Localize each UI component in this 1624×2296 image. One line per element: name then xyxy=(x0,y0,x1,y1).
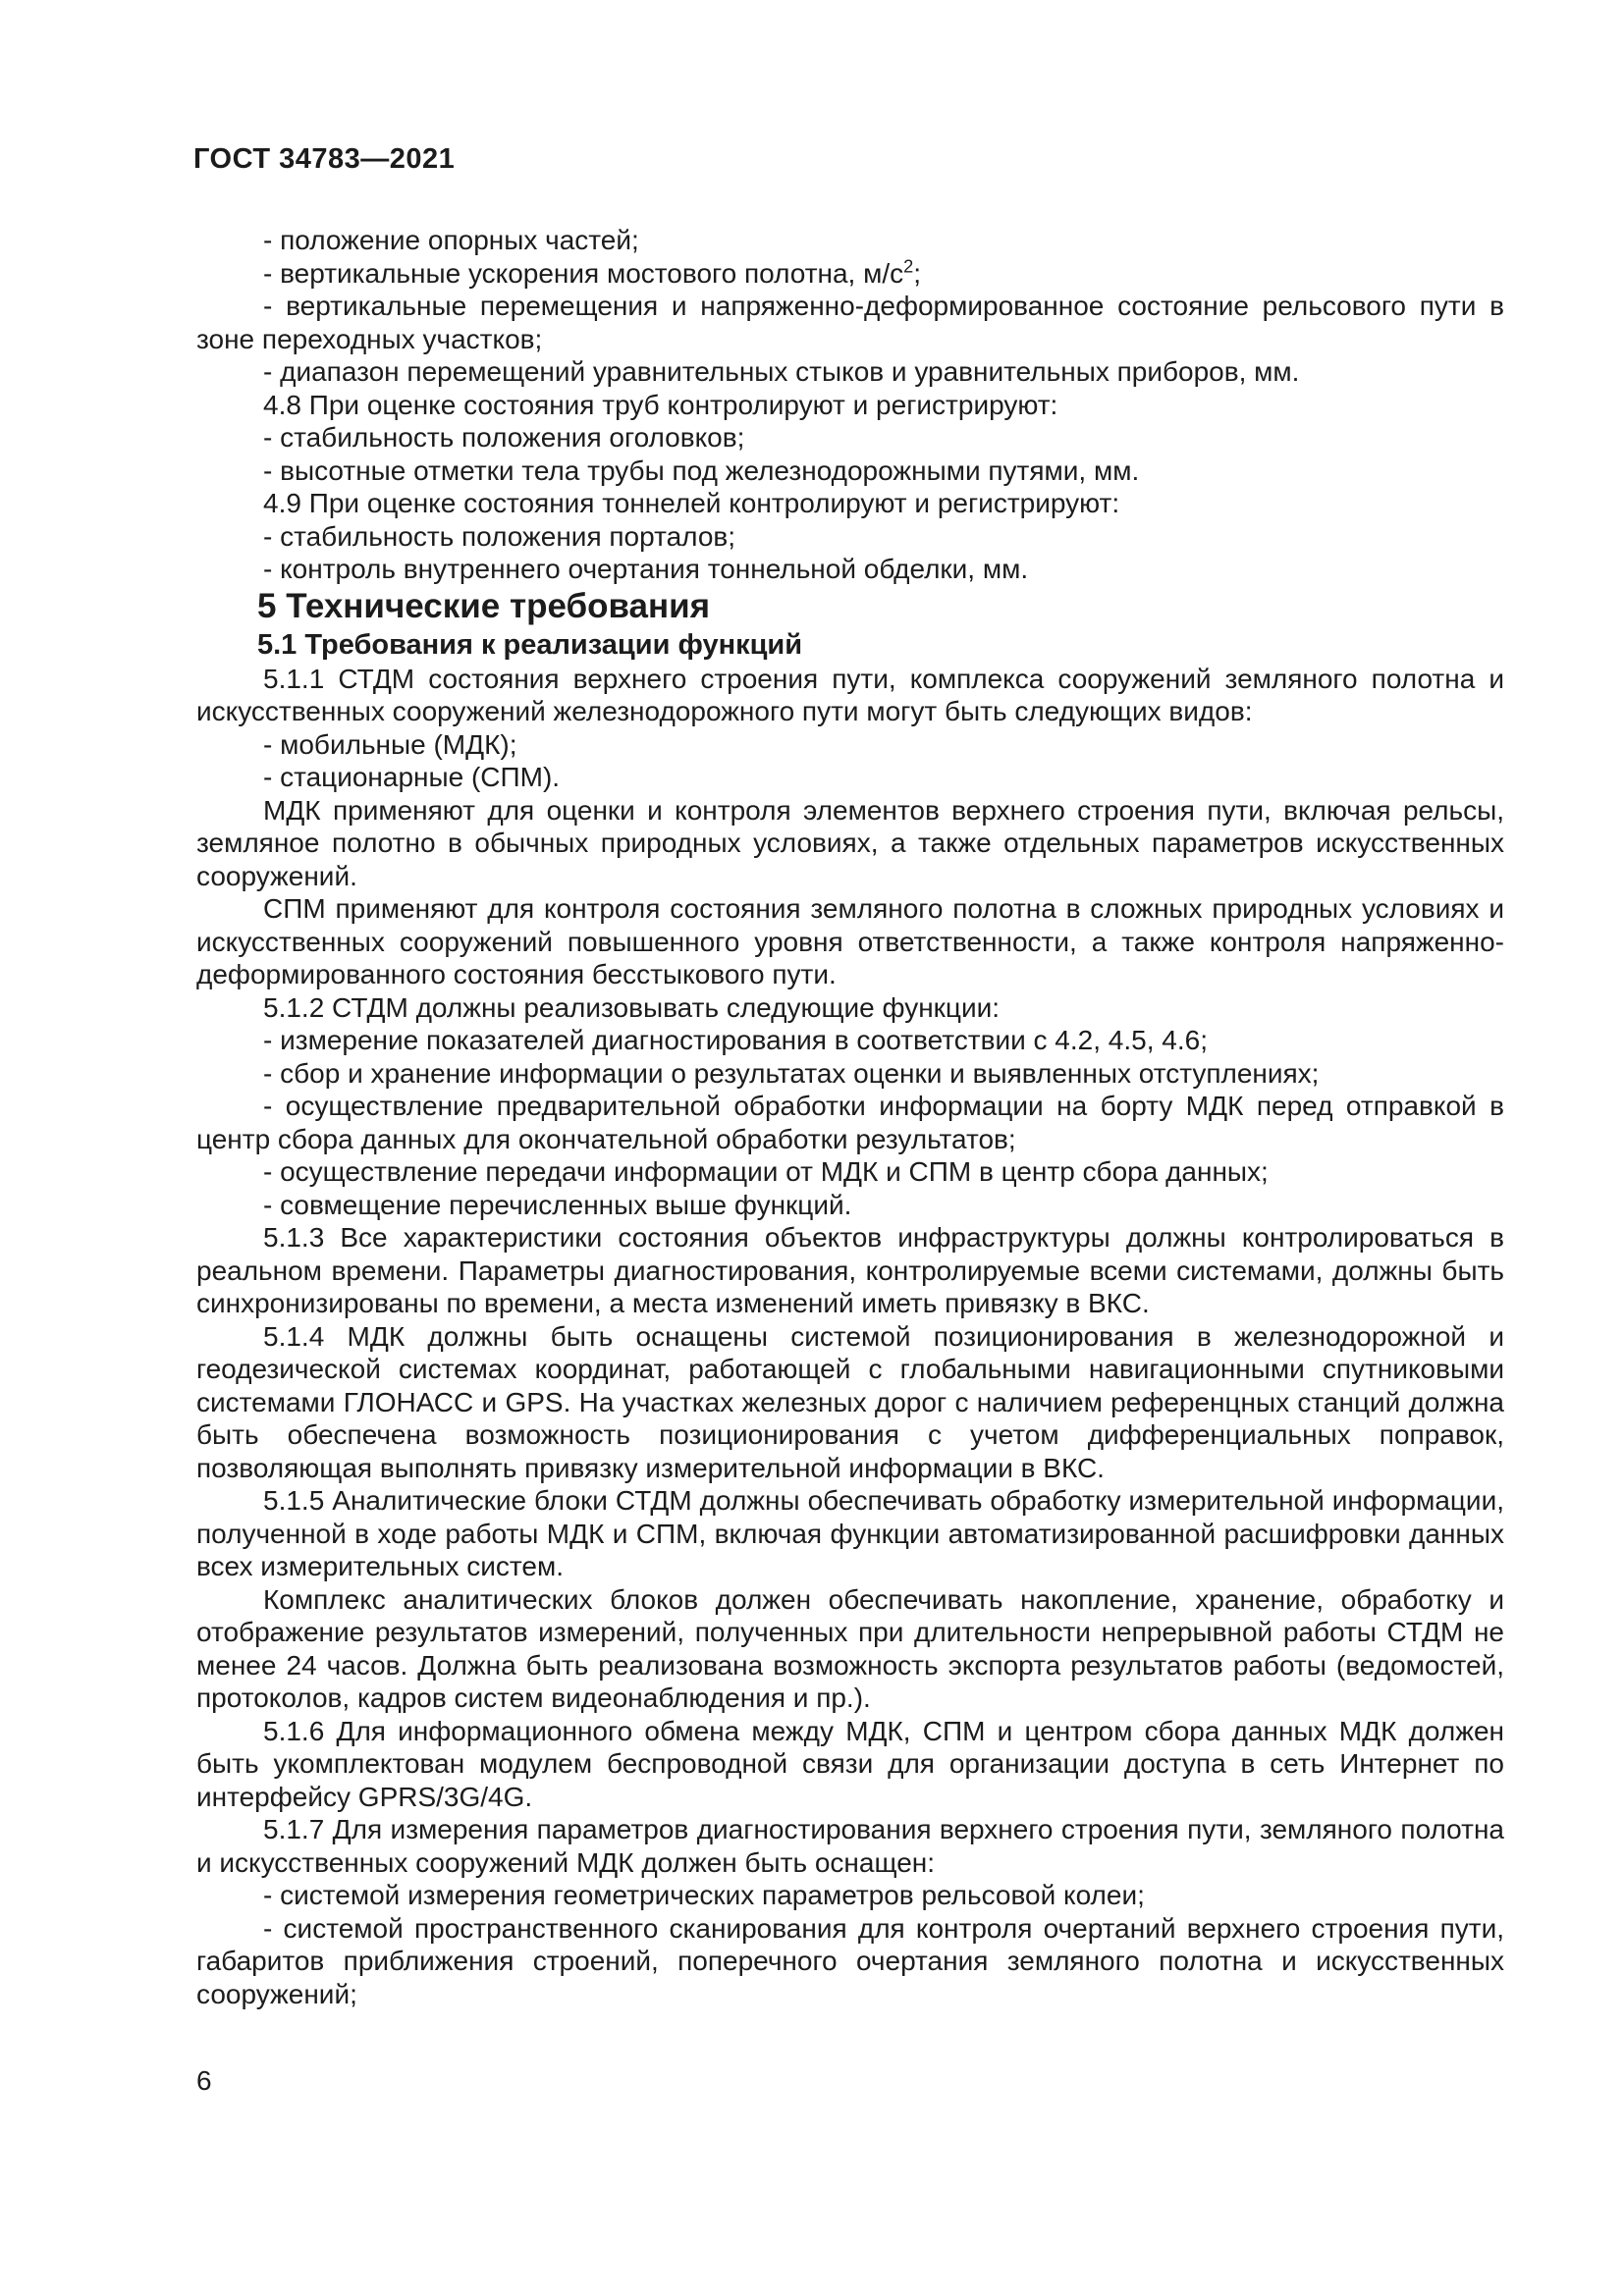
list-item: - измерение показателей диагностирования в соответствии с 4.2, 4.5, 4.6; xyxy=(263,1025,1208,1055)
list-item: - стационарные (СПМ). xyxy=(263,762,561,792)
section-heading: 5 Технические требования xyxy=(257,586,711,625)
list-item: - контроль внутреннего очертания тоннельной обделки, мм. xyxy=(263,554,1029,584)
list-item: - системой пространственного сканирования для контроля очертаний верхнего строения пути, габаритов приближения строений, поперечного очертания земляного полотна и искусственных сооружений; xyxy=(196,1912,1504,2009)
list-item: - стабильность положения порталов; xyxy=(263,520,736,552)
list-item: - мобильные (МДК); xyxy=(263,728,517,760)
paragraph: 5.1.2 СТДМ должны реализовывать следующие функции: xyxy=(263,991,1001,1023)
list-item: - осуществление передачи информации от МДК и СПМ в центр сбора данных; xyxy=(263,1156,1269,1187)
list-item: - осуществление предварительной обработки информации на борту МДК перед отправкой в центр сбора данных для окончательной обработки результатов; xyxy=(196,1091,1504,1154)
paragraph: 5.1.7 Для измерения параметров диагностирования верхнего строения пути, земляного полотна и искусственных сооружений МДК должен быть оснащен: xyxy=(196,1814,1504,1878)
document-content xyxy=(196,224,1504,2010)
list-item: - высотные отметки тела трубы под железнодорожными путями, мм. xyxy=(263,454,1140,486)
list-item: - системой измерения геометрических параметров рельсовой колеи; xyxy=(263,1880,1145,1910)
list-item: - совмещение перечисленных выше функций. xyxy=(263,1189,852,1220)
paragraph: 5.1.1 СТДМ состояния верхнего строения пути, комплекса сооружений земляного полотна и искусственных сооружений железнодорожного пути могут быть следующих видов: xyxy=(196,663,1504,726)
paragraph: 5.1.4 МДК должны быть оснащены системой позиционирования в железнодорожной и геодезической системах координат, работающей с глобальными навигационными спутниковыми системами ГЛОНАСС и GPS. На участках железных дорог с наличием референцных станций должна быть обеспечена возможность позиционирования с учетом дифференциальных поправок, позволяющая выполнять привязку измерительной информации в ВКС. xyxy=(196,1320,1504,1483)
list-item: - вертикальные ускорения мостового полотна, $м/с^2$; xyxy=(263,256,922,289)
page-number: 6 xyxy=(196,2065,212,2096)
paragraph: Комплекс аналитических блоков должен обеспечивать накопление, хранение, обработку и отображение результатов измерений, полученных при длительности непрерывной работы СТДМ не менее 24 часов. Должна быть реализована возможность экспорта результатов работы (ведомостей, протоколов, кадров систем видеонаблюдения и пр.). xyxy=(196,1583,1504,1713)
paragraph: 4.8 При оценке состояния труб контролируют и регистрируют: xyxy=(263,389,1058,420)
subsection-heading: 5.1 Требования к реализации функций xyxy=(257,628,803,661)
paragraph: 5.1.5 Аналитические блоки СТДМ должны обеспечивать обработку измерительной информации, полученной в ходе работы МДК и СПМ, включая функции автоматизированной расшифровки данных всех измерительных систем. xyxy=(196,1485,1504,1581)
list-item: - стабильность положения оголовков; xyxy=(263,422,745,453)
superscript: 2 xyxy=(903,256,914,277)
paragraph: 5.1.3 Все характеристики состояния объектов инфраструктуры должны контролироваться в реальном времени. Параметры диагностирования, контролируемые всеми системами, должны быть синхронизированы по времени, а места изменений иметь привязку в ВКС. xyxy=(196,1222,1504,1318)
paragraph: 4.9 При оценке состояния тоннелей контролируют и регистрируют: xyxy=(263,488,1120,518)
paragraph: МДК применяют для оценки и контроля элементов верхнего строения пути, включая рельсы, земляное полотно в обычных природных условиях, а также отдельных параметров искусственных сооружений. xyxy=(196,794,1504,891)
list-item: - диапазон перемещений уравнительных стыков и уравнительных приборов, мм. xyxy=(263,356,1300,387)
paragraph: СПМ применяют для контроля состояния земляного полотна в сложных природных условиях и искусственных сооружений повышенного уровня ответственности, а также контроля напряженно-деформированного состояния бесстыкового пути. xyxy=(196,893,1504,989)
paragraph: 5.1.6 Для информационного обмена между МДК, СПМ и центром сбора данных МДК должен быть укомплектован модулем беспроводной связи для организации доступа в сеть Интернет по интерфейсу GPRS/3G/4G. xyxy=(196,1715,1504,1812)
list-item: - сбор и хранение информации о результатах оценки и выявленных отступлениях; xyxy=(263,1057,1320,1089)
list-item: - положение опорных частей; xyxy=(263,225,639,255)
document-title: ГОСТ 34783—2021 xyxy=(193,143,456,175)
list-item: - вертикальные перемещения и напряженно-деформированное состояние рельсового пути в зоне переходных участков; xyxy=(196,291,1504,354)
